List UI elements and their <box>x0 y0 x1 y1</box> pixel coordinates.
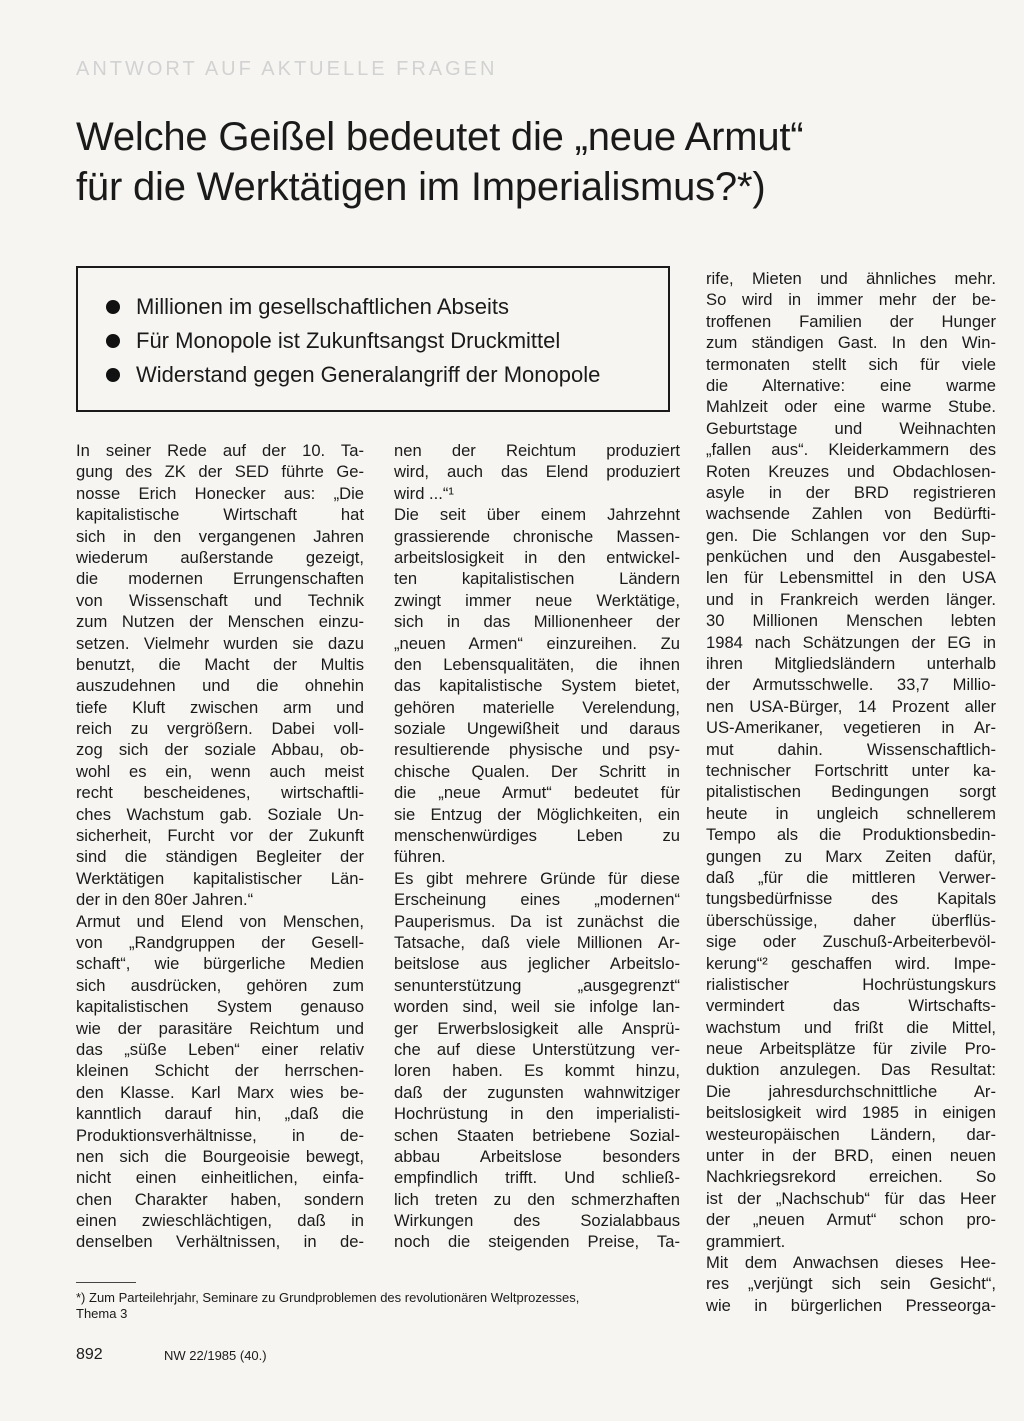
text-column-3 <box>706 268 996 1316</box>
text-column-2 <box>394 440 680 1253</box>
text-line: ten kapitalistischen Ländern <box>394 569 680 589</box>
text-line: von „Randgruppen der Gesell- <box>76 932 364 952</box>
text-line: „neuen Armen“ einzureihen. Zu <box>394 633 680 653</box>
footnote-line: Thema 3 <box>76 1306 128 1321</box>
text-line: empfindlich trifft. Und schließ- <box>394 1168 680 1188</box>
text-line: zwingt immer neue Werktätige, <box>394 590 680 610</box>
text-line: noch die steigenden Preise, Ta- <box>394 1232 680 1252</box>
summary-item-text: Millionen im gesellschaftlichen Abseits <box>136 294 509 319</box>
text-line: che auf diese Unterstützung ver- <box>394 1039 680 1059</box>
text-line: troffenen Familien der Hunger <box>706 311 996 331</box>
text-line: Pauperismus. Da ist zunächst die <box>394 911 680 931</box>
text-line: loren haben. Es kommt hinzu, <box>394 1061 680 1081</box>
text-line: worden sind, weil sie infolge lan- <box>394 997 680 1017</box>
text-line: schen Staaten betriebene Sozial- <box>394 1125 680 1145</box>
text-line: So wird in immer mehr der be- <box>706 290 996 310</box>
text-line: die modernen Errungenschaften <box>76 569 364 589</box>
text-line: wachsende Zahlen von Bedürfti- <box>706 504 996 524</box>
summary-box <box>76 266 670 412</box>
text-line: technischer Fortschritt unter ka- <box>706 760 996 780</box>
bullet-icon <box>106 334 120 348</box>
text-line: len für Lebensmittel in den USA <box>706 568 996 588</box>
text-line: termonaten stellt sich für viele <box>706 354 996 374</box>
text-line: der Armutsschwelle. 33,7 Millio- <box>706 675 996 695</box>
text-line: Mit dem Anwachsen dieses Hee- <box>706 1252 996 1272</box>
text-column-1 <box>76 440 364 1253</box>
text-line: Armut und Elend von Menschen, <box>76 911 364 931</box>
text-line: sige oder Zuschuß-Arbeiterbevöl- <box>706 932 996 952</box>
text-line: das „süße Leben“ einer relativ <box>76 1039 364 1059</box>
text-line: kanntlich darauf hin, „daß die <box>76 1104 364 1124</box>
title-line-1: Welche Geißel bedeutet die „neue Armut“ <box>76 115 804 159</box>
text-line: unter in der BRD, einen neuen <box>706 1146 996 1166</box>
text-line: denselben Verhältnissen, in de- <box>76 1232 364 1252</box>
summary-item-text: Für Monopole ist Zukunftsangst Druckmittel <box>136 328 561 353</box>
text-line: Es gibt mehrere Gründe für diese <box>394 868 680 888</box>
text-line: zog sich der soziale Abbau, ob- <box>76 740 364 760</box>
bullet-icon <box>106 368 120 382</box>
text-line: beitslosigkeit wird 1985 in einigen <box>706 1103 996 1123</box>
text-line: duktion anzulegen. Das Resultat: <box>706 1060 996 1080</box>
text-line: Hochrüstung in den imperialisti- <box>394 1104 680 1124</box>
text-line: gungen zu Marx Zeiten dafür, <box>706 846 996 866</box>
text-line: von Wissenschaft und Technik <box>76 590 364 610</box>
text-line: asyle in der BRD registrieren <box>706 482 996 502</box>
text-line: Mahlzeit oder eine warme Stube. <box>706 397 996 417</box>
text-line: kapitalistische Wirtschaft hat <box>76 505 364 525</box>
text-line: Roten Kreuzes und Obdachlosen- <box>706 461 996 481</box>
text-line: zum ständigen Gast. In den Win- <box>706 333 996 353</box>
text-line: die „neue Armut“ bedeutet für <box>394 783 680 803</box>
text-line: setzen. Vielmehr wurden sie dazu <box>76 633 364 653</box>
page-title <box>76 112 976 212</box>
text-line: wohl es ein, wenn auch meist <box>76 761 364 781</box>
bullet-icon <box>106 300 120 314</box>
text-line: pitalistischen Bedingungen sorgt <box>706 782 996 802</box>
text-line: sich in das Millionenheer der <box>394 612 680 632</box>
text-line: den Lebensqualitäten, die ihnen <box>394 654 680 674</box>
text-line: soziale Ungewißheit und daraus <box>394 719 680 739</box>
text-line: sie Entzug der Möglichkeiten, ein <box>394 804 680 824</box>
text-line: beitslose aus jeglicher Arbeitslo- <box>394 954 680 974</box>
text-line: und in Frankreich werden länger. <box>706 589 996 609</box>
text-line: neue Arbeitsplätze für zivile Pro- <box>706 1039 996 1059</box>
text-line: res „verjüngt sich sein Gesicht“, <box>706 1274 996 1294</box>
text-line: US-Amerikaner, vegetieren in Ar- <box>706 718 996 738</box>
text-line: kapitalistischen System genauso <box>76 997 364 1017</box>
text-line: recht bescheidenes, wirtschaftli- <box>76 783 364 803</box>
text-line: penküchen und den Ausgabestel- <box>706 547 996 567</box>
text-line: nen USA-Bürger, 14 Prozent aller <box>706 696 996 716</box>
text-line: resultierende physische und psy- <box>394 740 680 760</box>
text-line: einen zwieschlächtigen, daß in <box>76 1211 364 1231</box>
text-line: Die seit über einem Jahrzehnt <box>394 505 680 525</box>
footnote-rule <box>76 1282 136 1283</box>
text-line: Tempo als die Produktionsbedin- <box>706 825 996 845</box>
text-line: die Alternative: eine warme <box>706 375 996 395</box>
section-kicker: ANTWORT AUF AKTUELLE FRAGEN <box>76 58 498 80</box>
text-line: wird ...“¹ <box>394 483 454 503</box>
text-line: heute in ungleich schnellerem <box>706 803 996 823</box>
footnote <box>76 1290 676 1322</box>
text-line: Produktionsverhältnisse, in de- <box>76 1125 364 1145</box>
text-line: Geburtstage und Weihnachten <box>706 418 996 438</box>
text-line: Tatsache, daß viele Millionen Ar- <box>394 932 680 952</box>
text-line: tiefe Kluft zwischen arm und <box>76 697 364 717</box>
text-line: vermindert das Wirtschafts- <box>706 996 996 1016</box>
page-number: 892 <box>76 1346 103 1363</box>
text-line: lich treten zu den schmerzhaften <box>394 1189 680 1209</box>
text-line: gen. Die Schlangen vor den Sup- <box>706 525 996 545</box>
text-line: sicherheit, Furcht vor der Zukunft <box>76 826 364 846</box>
issue-label: NW 22/1985 (40.) <box>164 1348 267 1363</box>
text-line: wie in bürgerlichen Presseorga- <box>706 1295 996 1315</box>
text-line: daß der zugunsten wahnwitziger <box>394 1082 680 1102</box>
text-line: Wirkungen des Sozialabbaus <box>394 1211 680 1231</box>
text-line: tungsbedürfnisse des Kapitals <box>706 889 996 909</box>
footnote-line: *) Zum Parteilehrjahr, Seminare zu Grundproblemen des revolutionären Weltprozesses, <box>76 1290 580 1305</box>
text-line: ist der „Nachschub“ für das Heer <box>706 1188 996 1208</box>
text-line: nosse Erich Honecker aus: „Die <box>76 483 364 503</box>
text-line: senunterstützung „ausgegrenzt“ <box>394 975 680 995</box>
text-line: nen sich die Bourgeoisie bewegt, <box>76 1146 364 1166</box>
text-line: grassierende chronische Massen- <box>394 526 680 546</box>
text-line: Erscheinung eines „modernen“ <box>394 890 680 910</box>
text-line: benutzt, die Macht der Multis <box>76 654 364 674</box>
text-line: sich in den vergangenen Jahren <box>76 526 364 546</box>
text-line: auszudehnen und die ohnehin <box>76 676 364 696</box>
title-line-2: für die Werktätigen im Imperialismus?*) <box>76 165 766 209</box>
text-line: In seiner Rede auf der 10. Ta- <box>76 441 364 460</box>
text-line: Nachkriegsrekord erreichen. So <box>706 1167 996 1187</box>
text-line: ches Wachstum gab. Soziale Un- <box>76 804 364 824</box>
summary-item <box>106 290 668 324</box>
text-line: wird, auch das Elend produziert <box>394 462 680 482</box>
text-line: nen der Reichtum produziert <box>394 441 680 460</box>
summary-list <box>78 268 668 392</box>
text-line: kleinen Schicht der herrschen- <box>76 1061 364 1081</box>
text-line: Die jahresdurchschnittliche Ar- <box>706 1081 996 1101</box>
text-line: reich zu vergrößern. Dabei voll- <box>76 719 364 739</box>
text-line: Werktätigen kapitalistischer Län- <box>76 868 364 888</box>
text-line: arbeitslosigkeit in den entwickel- <box>394 547 680 567</box>
text-line: das kapitalistische System bietet, <box>394 676 680 696</box>
text-line: 1984 nach Schätzungen der EG in <box>706 632 996 652</box>
text-line: „fallen aus“. Kleiderkammern des <box>706 440 996 460</box>
text-line: ihren Mitgliedsländern unterhalb <box>706 654 996 674</box>
text-line: mut dahin. Wissenschaftlich- <box>706 739 996 759</box>
text-line: der in den 80er Jahren.“ <box>76 890 254 910</box>
summary-item <box>106 358 668 392</box>
text-line: überschüssige, daher überflüs- <box>706 910 996 930</box>
text-line: ger Erwerbslosigkeit alle Ansprü- <box>394 1018 680 1038</box>
text-line: der „neuen Armut“ schon pro- <box>706 1210 996 1230</box>
summary-item <box>106 324 668 358</box>
text-line: westeuropäischen Ländern, dar- <box>706 1124 996 1144</box>
text-line: rife, Mieten und ähnliches mehr. <box>706 269 996 288</box>
text-line: sind die ständigen Begleiter der <box>76 847 364 867</box>
text-line: gung des ZK der SED führte Ge- <box>76 462 364 482</box>
text-line: zum Nutzen der Menschen einzu- <box>76 612 364 632</box>
text-line: rialistischer Hochrüstungskurs <box>706 974 996 994</box>
text-line: sich ausdrücken, gehören zum <box>76 975 364 995</box>
text-line: führen. <box>394 847 446 867</box>
text-line: menschenwürdiges Leben zu <box>394 826 680 846</box>
text-line: 30 Millionen Menschen lebten <box>706 611 996 631</box>
text-line: kerung“² geschaffen wird. Impe- <box>706 953 996 973</box>
summary-item-text: Widerstand gegen Generalangriff der Monopole <box>136 362 601 387</box>
text-line: daß „für die mittleren Verwer- <box>706 867 996 887</box>
text-line: wiederum außerstande gezeigt, <box>76 547 364 567</box>
text-line: abbau Arbeitslose besonders <box>394 1146 680 1166</box>
text-line: nicht einen einheitlichen, einfa- <box>76 1168 364 1188</box>
text-line: gehören materielle Verelendung, <box>394 697 680 717</box>
text-line: den Klasse. Karl Marx wies be- <box>76 1082 364 1102</box>
text-line: schaft“, wie bürgerliche Medien <box>76 954 364 974</box>
text-line: wie der parasitäre Reichtum und <box>76 1018 364 1038</box>
text-line: chen Charakter haben, sondern <box>76 1189 364 1209</box>
text-line: grammiert. <box>706 1231 786 1251</box>
text-line: wachstum und frißt die Mittel, <box>706 1017 996 1037</box>
text-line: chische Qualen. Der Schritt in <box>394 761 680 781</box>
